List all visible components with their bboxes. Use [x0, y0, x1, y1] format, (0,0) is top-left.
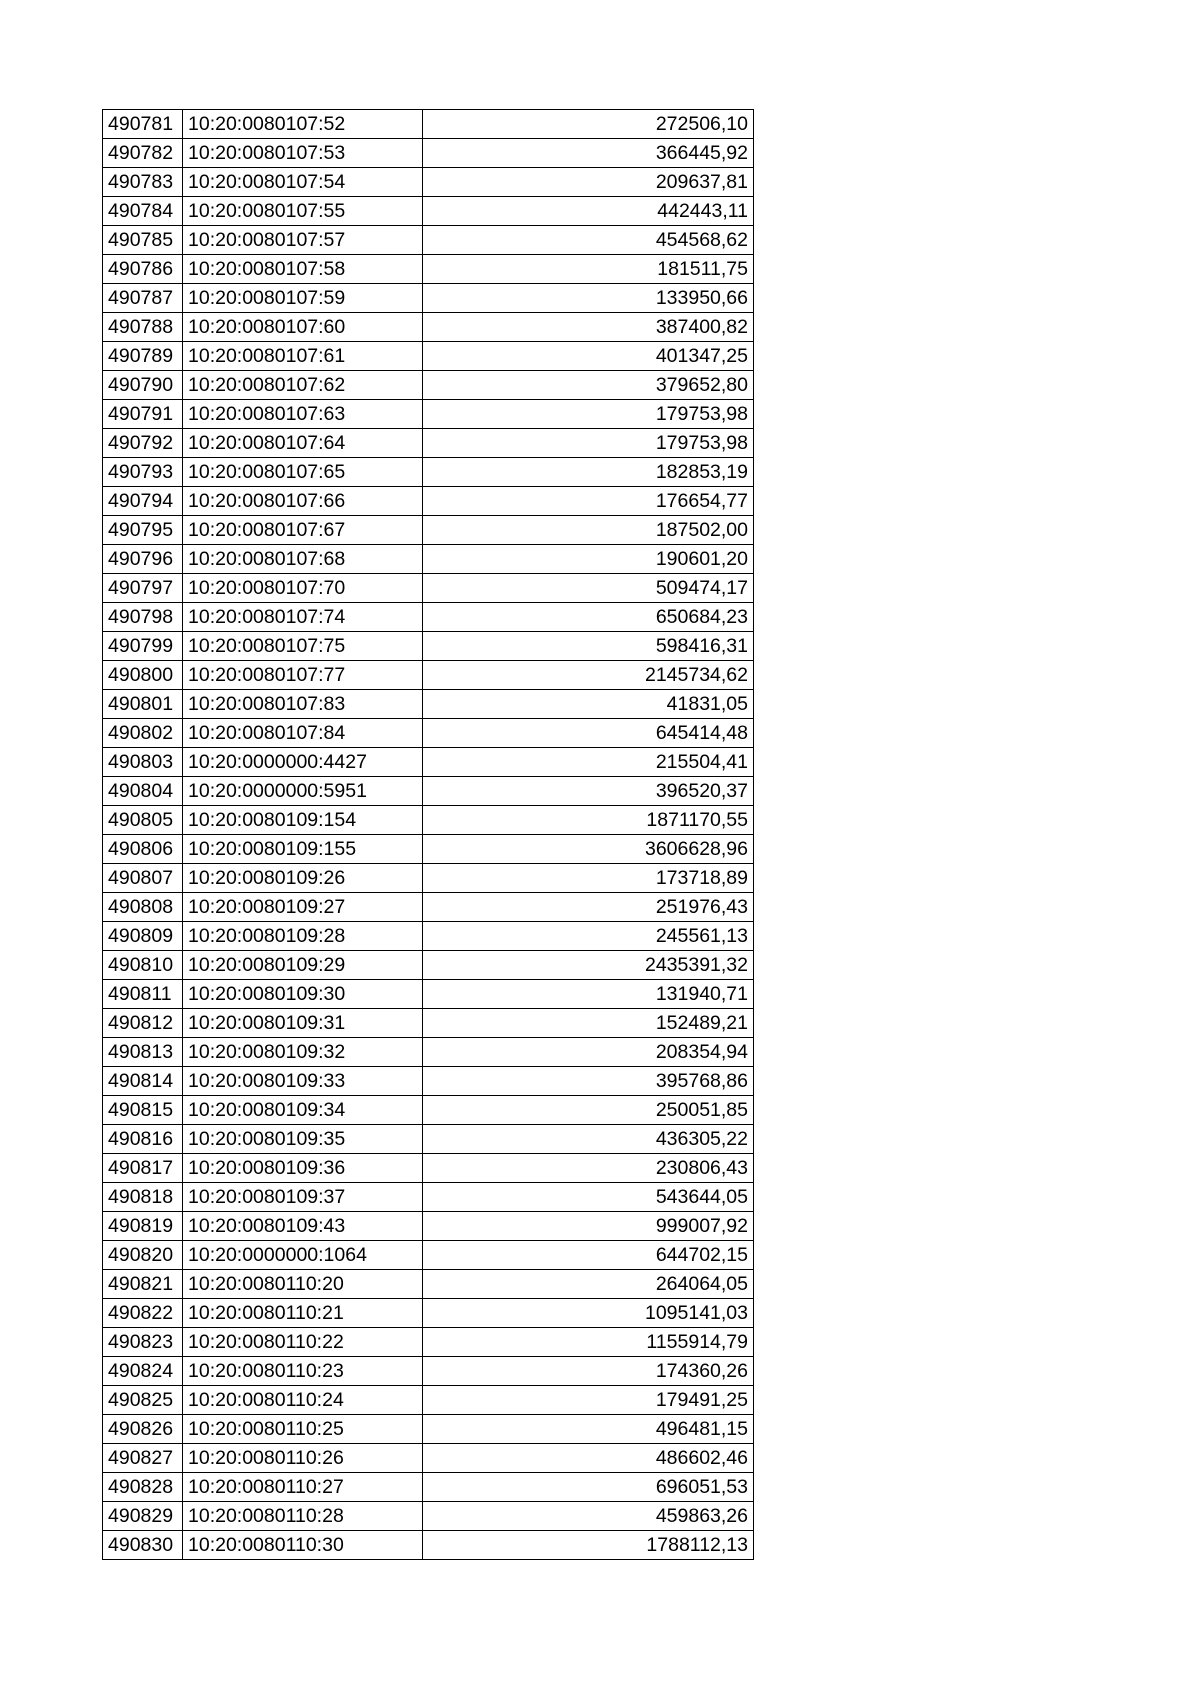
- value-cell: 2435391,32: [423, 951, 754, 980]
- cadastral-number-cell: 10:20:0080109:34: [183, 1096, 423, 1125]
- table-row: [103, 1357, 754, 1386]
- row-id-cell: 490827: [103, 1444, 183, 1473]
- cadastral-number-cell: 10:20:0080110:25: [183, 1415, 423, 1444]
- cadastral-number-cell: 10:20:0080107:68: [183, 545, 423, 574]
- cadastral-number-cell: 10:20:0000000:5951: [183, 777, 423, 806]
- value-cell: 436305,22: [423, 1125, 754, 1154]
- cadastral-number-cell: 10:20:0080109:29: [183, 951, 423, 980]
- table-row: [103, 197, 754, 226]
- value-cell: 181511,75: [423, 255, 754, 284]
- value-cell: 230806,43: [423, 1154, 754, 1183]
- cadastral-number-cell: 10:20:0080109:35: [183, 1125, 423, 1154]
- row-id-cell: 490823: [103, 1328, 183, 1357]
- table-row: [103, 139, 754, 168]
- row-id-cell: 490785: [103, 226, 183, 255]
- cadastral-number-cell: 10:20:0080107:64: [183, 429, 423, 458]
- cadastral-number-cell: 10:20:0080110:26: [183, 1444, 423, 1473]
- table-row: [103, 574, 754, 603]
- value-cell: 509474,17: [423, 574, 754, 603]
- table-row: [103, 1328, 754, 1357]
- table-row: [103, 1067, 754, 1096]
- row-id-cell: 490793: [103, 458, 183, 487]
- table-row: [103, 1154, 754, 1183]
- row-id-cell: 490824: [103, 1357, 183, 1386]
- cadastral-number-cell: 10:20:0080107:63: [183, 400, 423, 429]
- cadastral-number-cell: 10:20:0080107:83: [183, 690, 423, 719]
- value-cell: 272506,10: [423, 110, 754, 139]
- value-cell: 179753,98: [423, 429, 754, 458]
- table-row: [103, 516, 754, 545]
- value-cell: 459863,26: [423, 1502, 754, 1531]
- cadastral-number-cell: 10:20:0000000:4427: [183, 748, 423, 777]
- table-row: [103, 429, 754, 458]
- table-row: [103, 168, 754, 197]
- cadastral-number-cell: 10:20:0080109:27: [183, 893, 423, 922]
- cadastral-number-cell: 10:20:0080110:23: [183, 1357, 423, 1386]
- row-id-cell: 490804: [103, 777, 183, 806]
- value-cell: 215504,41: [423, 748, 754, 777]
- row-id-cell: 490828: [103, 1473, 183, 1502]
- value-cell: 395768,86: [423, 1067, 754, 1096]
- table-row: [103, 777, 754, 806]
- value-cell: 250051,85: [423, 1096, 754, 1125]
- row-id-cell: 490822: [103, 1299, 183, 1328]
- row-id-cell: 490792: [103, 429, 183, 458]
- row-id-cell: 490784: [103, 197, 183, 226]
- table-row: [103, 1473, 754, 1502]
- table-row: [103, 980, 754, 1009]
- row-id-cell: 490781: [103, 110, 183, 139]
- table-row: [103, 951, 754, 980]
- table-row: [103, 400, 754, 429]
- row-id-cell: 490819: [103, 1212, 183, 1241]
- value-cell: 379652,80: [423, 371, 754, 400]
- table-row: [103, 226, 754, 255]
- cadastral-number-cell: 10:20:0080107:84: [183, 719, 423, 748]
- value-cell: 396520,37: [423, 777, 754, 806]
- table-row: [103, 835, 754, 864]
- cadastral-number-cell: 10:20:0080107:67: [183, 516, 423, 545]
- table-row: [103, 690, 754, 719]
- row-id-cell: 490812: [103, 1009, 183, 1038]
- row-id-cell: 490791: [103, 400, 183, 429]
- value-cell: 182853,19: [423, 458, 754, 487]
- table-row: [103, 1415, 754, 1444]
- table-row: [103, 284, 754, 313]
- cadastral-number-cell: 10:20:0080109:43: [183, 1212, 423, 1241]
- table-row: [103, 864, 754, 893]
- cadastral-number-cell: 10:20:0080109:32: [183, 1038, 423, 1067]
- row-id-cell: 490786: [103, 255, 183, 284]
- cadastral-number-cell: 10:20:0080107:52: [183, 110, 423, 139]
- row-id-cell: 490802: [103, 719, 183, 748]
- cadastral-number-cell: 10:20:0080107:53: [183, 139, 423, 168]
- table-row: [103, 1444, 754, 1473]
- cadastral-number-cell: 10:20:0080109:36: [183, 1154, 423, 1183]
- cadastral-number-cell: 10:20:0080107:54: [183, 168, 423, 197]
- table-row: [103, 1270, 754, 1299]
- cadastral-number-cell: 10:20:0080107:65: [183, 458, 423, 487]
- value-cell: 442443,11: [423, 197, 754, 226]
- row-id-cell: 490787: [103, 284, 183, 313]
- cadastral-number-cell: 10:20:0080109:26: [183, 864, 423, 893]
- value-cell: 696051,53: [423, 1473, 754, 1502]
- cadastral-number-cell: 10:20:0080109:37: [183, 1183, 423, 1212]
- row-id-cell: 490830: [103, 1531, 183, 1560]
- table-row: [103, 719, 754, 748]
- cadastral-number-cell: 10:20:0080107:77: [183, 661, 423, 690]
- value-cell: 152489,21: [423, 1009, 754, 1038]
- cadastral-number-cell: 10:20:0080109:28: [183, 922, 423, 951]
- value-cell: 41831,05: [423, 690, 754, 719]
- cadastral-number-cell: 10:20:0080110:28: [183, 1502, 423, 1531]
- table-row: [103, 748, 754, 777]
- row-id-cell: 490810: [103, 951, 183, 980]
- table-row: [103, 922, 754, 951]
- cadastral-number-cell: 10:20:0080107:61: [183, 342, 423, 371]
- table-row: [103, 603, 754, 632]
- row-id-cell: 490805: [103, 806, 183, 835]
- cadastral-number-cell: 10:20:0080110:22: [183, 1328, 423, 1357]
- cadastral-number-cell: 10:20:0080110:27: [183, 1473, 423, 1502]
- cadastral-number-cell: 10:20:0080109:33: [183, 1067, 423, 1096]
- table-row: [103, 1096, 754, 1125]
- table-row: [103, 661, 754, 690]
- value-cell: 366445,92: [423, 139, 754, 168]
- row-id-cell: 490820: [103, 1241, 183, 1270]
- value-cell: 176654,77: [423, 487, 754, 516]
- table-row: [103, 1502, 754, 1531]
- value-cell: 650684,23: [423, 603, 754, 632]
- cadastral-number-cell: 10:20:0080109:154: [183, 806, 423, 835]
- value-cell: 174360,26: [423, 1357, 754, 1386]
- row-id-cell: 490801: [103, 690, 183, 719]
- cadastral-number-cell: 10:20:0080109:31: [183, 1009, 423, 1038]
- table-row: [103, 1386, 754, 1415]
- value-cell: 133950,66: [423, 284, 754, 313]
- row-id-cell: 490811: [103, 980, 183, 1009]
- cadastral-number-cell: 10:20:0080107:70: [183, 574, 423, 603]
- cadastral-number-cell: 10:20:0080107:62: [183, 371, 423, 400]
- table-row: [103, 1009, 754, 1038]
- cadastral-number-cell: 10:20:0080110:30: [183, 1531, 423, 1560]
- row-id-cell: 490797: [103, 574, 183, 603]
- value-cell: 190601,20: [423, 545, 754, 574]
- table-row: [103, 806, 754, 835]
- value-cell: 1095141,03: [423, 1299, 754, 1328]
- value-cell: 486602,46: [423, 1444, 754, 1473]
- table-row: [103, 545, 754, 574]
- cadastral-number-cell: 10:20:0080107:57: [183, 226, 423, 255]
- row-id-cell: 490817: [103, 1154, 183, 1183]
- row-id-cell: 490816: [103, 1125, 183, 1154]
- value-cell: 543644,05: [423, 1183, 754, 1212]
- cadastral-number-cell: 10:20:0080110:20: [183, 1270, 423, 1299]
- row-id-cell: 490796: [103, 545, 183, 574]
- table-row: [103, 313, 754, 342]
- row-id-cell: 490800: [103, 661, 183, 690]
- table-row: [103, 1241, 754, 1270]
- row-id-cell: 490808: [103, 893, 183, 922]
- value-cell: 131940,71: [423, 980, 754, 1009]
- table-row: [103, 487, 754, 516]
- value-cell: 401347,25: [423, 342, 754, 371]
- table-body: [103, 110, 754, 1560]
- cadastral-number-cell: 10:20:0080107:60: [183, 313, 423, 342]
- row-id-cell: 490806: [103, 835, 183, 864]
- cadastral-number-cell: 10:20:0080109:30: [183, 980, 423, 1009]
- table-row: [103, 1212, 754, 1241]
- row-id-cell: 490803: [103, 748, 183, 777]
- row-id-cell: 490826: [103, 1415, 183, 1444]
- row-id-cell: 490794: [103, 487, 183, 516]
- table-row: [103, 255, 754, 284]
- table-row: [103, 458, 754, 487]
- table-row: [103, 1299, 754, 1328]
- row-id-cell: 490814: [103, 1067, 183, 1096]
- value-cell: 598416,31: [423, 632, 754, 661]
- value-cell: 173718,89: [423, 864, 754, 893]
- table-row: [103, 371, 754, 400]
- table-row: [103, 1038, 754, 1067]
- row-id-cell: 490815: [103, 1096, 183, 1125]
- table-row: [103, 893, 754, 922]
- table-row: [103, 110, 754, 139]
- value-cell: 2145734,62: [423, 661, 754, 690]
- row-id-cell: 490782: [103, 139, 183, 168]
- cadastral-number-cell: 10:20:0080107:55: [183, 197, 423, 226]
- value-cell: 208354,94: [423, 1038, 754, 1067]
- row-id-cell: 490829: [103, 1502, 183, 1531]
- value-cell: 1871170,55: [423, 806, 754, 835]
- row-id-cell: 490789: [103, 342, 183, 371]
- value-cell: 251976,43: [423, 893, 754, 922]
- table-row: [103, 1125, 754, 1154]
- cadastral-number-cell: 10:20:0080110:21: [183, 1299, 423, 1328]
- table-row: [103, 342, 754, 371]
- value-cell: 1788112,13: [423, 1531, 754, 1560]
- row-id-cell: 490821: [103, 1270, 183, 1299]
- value-cell: 264064,05: [423, 1270, 754, 1299]
- value-cell: 179491,25: [423, 1386, 754, 1415]
- cadastral-number-cell: 10:20:0080110:24: [183, 1386, 423, 1415]
- table-row: [103, 632, 754, 661]
- row-id-cell: 490818: [103, 1183, 183, 1212]
- row-id-cell: 490799: [103, 632, 183, 661]
- value-cell: 3606628,96: [423, 835, 754, 864]
- value-cell: 1155914,79: [423, 1328, 754, 1357]
- row-id-cell: 490813: [103, 1038, 183, 1067]
- cadastral-number-cell: 10:20:0080107:74: [183, 603, 423, 632]
- row-id-cell: 490788: [103, 313, 183, 342]
- cadastral-number-cell: 10:20:0080107:58: [183, 255, 423, 284]
- cadastral-number-cell: 10:20:0080107:66: [183, 487, 423, 516]
- value-cell: 187502,00: [423, 516, 754, 545]
- row-id-cell: 490825: [103, 1386, 183, 1415]
- value-cell: 179753,98: [423, 400, 754, 429]
- row-id-cell: 490809: [103, 922, 183, 951]
- value-cell: 496481,15: [423, 1415, 754, 1444]
- row-id-cell: 490807: [103, 864, 183, 893]
- value-cell: 245561,13: [423, 922, 754, 951]
- value-cell: 645414,48: [423, 719, 754, 748]
- value-cell: 387400,82: [423, 313, 754, 342]
- row-id-cell: 490795: [103, 516, 183, 545]
- row-id-cell: 490798: [103, 603, 183, 632]
- cadastral-number-cell: 10:20:0080107:75: [183, 632, 423, 661]
- data-table: [102, 109, 754, 1560]
- value-cell: 454568,62: [423, 226, 754, 255]
- value-cell: 999007,92: [423, 1212, 754, 1241]
- row-id-cell: 490783: [103, 168, 183, 197]
- table-row: [103, 1531, 754, 1560]
- value-cell: 644702,15: [423, 1241, 754, 1270]
- cadastral-number-cell: 10:20:0080109:155: [183, 835, 423, 864]
- table-row: [103, 1183, 754, 1212]
- cadastral-number-cell: 10:20:0000000:1064: [183, 1241, 423, 1270]
- value-cell: 209637,81: [423, 168, 754, 197]
- row-id-cell: 490790: [103, 371, 183, 400]
- cadastral-number-cell: 10:20:0080107:59: [183, 284, 423, 313]
